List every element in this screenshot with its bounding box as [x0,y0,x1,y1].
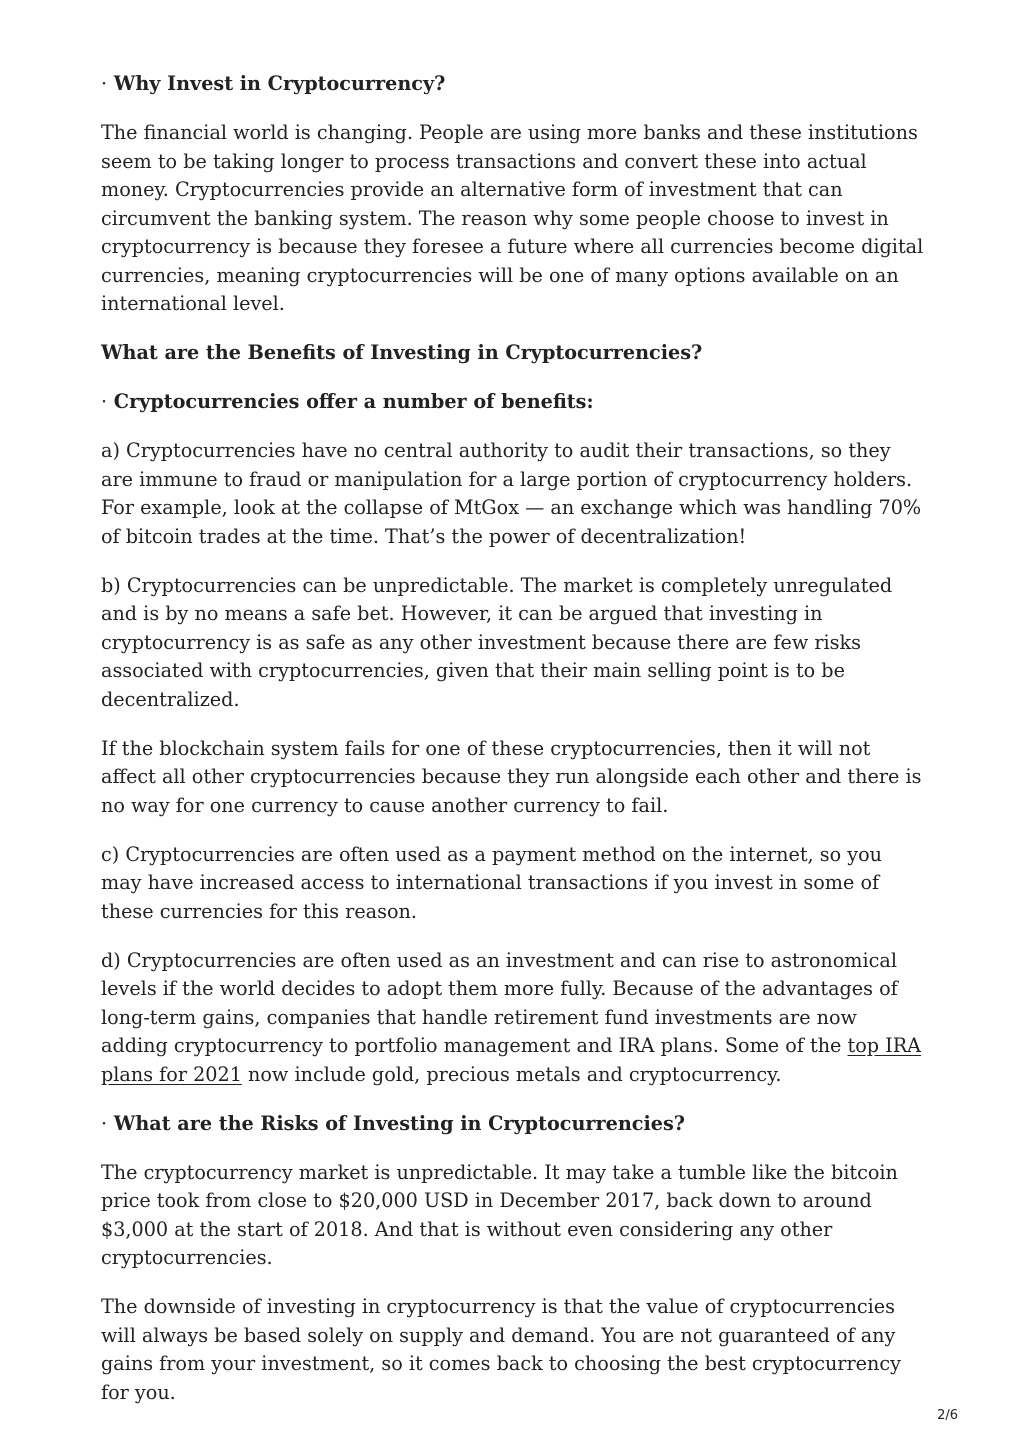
risks-heading-text: What are the Risks of Investing in Cryptocurrencies? [113,1111,685,1135]
page-number: 2/6 [937,1408,958,1423]
why-invest-paragraph: The financial world is changing. People are using more banks and these institutions seem to be taking longer to process transactions and convert these into actual money. Cryptocurrencies provide an alternative form of investment that can circumvent the banking system. The reason why some people choose to invest in cryptocurrency is because they foresee a future where all currencies become digital currencies, meaning cryptocurrencies will be one of many options available on an international level. [101,121,924,315]
benefit-d-paragraph [101,947,926,1090]
benefit-a-paragraph: a) Cryptocurrencies have no central authority to audit their transactions, so they are immune to fraud or manipulation for a large portion of cryptocurrency holders. For example, look at the collapse of MtGox — an exchange which was handling 70% of bitcoin trades at the time. That’s the power of decentralization! [101,439,922,548]
benefit-c-paragraph: c) Cryptocurrencies are often used as a payment method on the internet, so you may have increased access to international transactions if you invest in some of these currencies for this reason. [101,842,882,923]
benefit-d-text-start: d) Cryptocurrencies are often used as an investment and can rise to astronomical levels if the world decides to adopt them more fully. Because of the advantages of long-term gains, companies that handle retirement fund investments are now adding cryptocurrency to portfolio management and IRA plans. Some of the [101,948,898,1057]
benefits-subheading [101,388,926,417]
top-ira-plans-link[interactable]: top IRA plans for 2021 [101,1034,922,1086]
why-invest-heading-text: Why Invest in Cryptocurrency? [113,72,446,95]
bullet-marker: · [101,390,108,413]
why-invest-heading [101,70,926,99]
risks-paragraph-1: The cryptocurrency market is unpredictable. It may take a tumble like the bitcoin price took from close to $20,000 USD in December 2017, back down to around $3,000 at the start of 2018. And that is without even considering any other cryptocurrencies. [101,1160,898,1269]
article-body [101,70,926,1428]
risks-paragraph-2: The downside of investing in cryptocurrency is that the value of cryptocurrencies will always be based solely on supply and demand. You are not guaranteed of any gains from your investment, so it comes back to choosing the best cryptocurrency for you. [101,1295,901,1404]
benefits-heading: What are the Benefits of Investing in Cryptocurrencies? [101,341,703,364]
bullet-marker: · [101,1111,108,1135]
risks-heading [101,1110,926,1139]
benefit-d-text-end: now include gold, precious metals and cryptocurrency. [241,1062,782,1086]
blockchain-paragraph: If the blockchain system fails for one of these cryptocurrencies, then it will not affect all other cryptocurrencies because they run alongside each other and there is no way for one currency to cause another currency to fail. [101,736,922,817]
benefit-b-paragraph: b) Cryptocurrencies can be unpredictable. The market is completely unregulated and is by no means a safe bet. However, it can be argued that investing in cryptocurrency is as safe as any other investment because there are few risks associated with cryptocurrencies, given that their main selling point is to be decentralized. [101,573,893,711]
bullet-marker: · [101,72,108,95]
benefits-subheading-text: Cryptocurrencies offer a number of benefits: [113,390,594,413]
